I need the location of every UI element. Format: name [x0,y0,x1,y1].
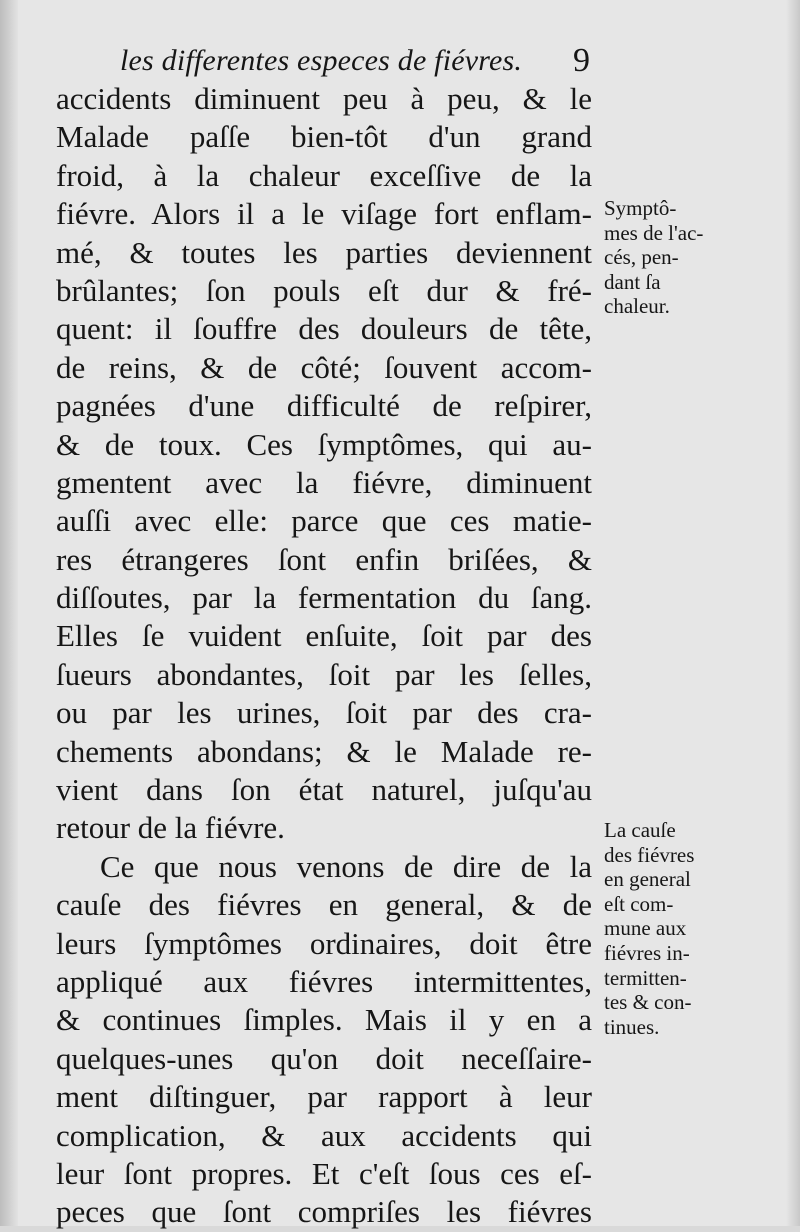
text-line: diſſoutes, par la fermentation du ſang. [56,580,592,616]
margin-note-line: chaleur. [604,294,670,319]
text-line: gmentent avec la fiévre, diminuent [56,464,592,500]
text-line: chements abondans; & le Malade re- [56,733,592,769]
text-line: leurs ſymptômes ordinaires, doit être [56,925,592,961]
text-line: ou par les urines, ſoit par des cra- [56,695,592,731]
text-line: pagnées d'une difficulté de reſpirer, [56,388,592,424]
text-line: accidents diminuent peu à peu, & le [56,81,592,116]
margin-note-line: tes & con- [604,990,692,1015]
margin-note-line: eſt com- [604,891,674,916]
page-number: 9 [573,42,590,79]
running-title: les differentes especes de fiévres. [120,44,523,77]
margin-note-line: dant ſa [604,269,661,294]
text-line: Malade paſſe bien-tôt d'un grand [56,119,592,155]
text-line: mé, & toutes les parties deviennent [56,234,592,270]
text-line: peces que ſont compriſes les fiévres [56,1194,592,1230]
text-line: retour de la fiévre. [56,810,285,846]
margin-note-line: mune aux [604,916,687,941]
margin-note-line: La cauſe [604,818,676,842]
margin-note-line: en general [604,867,691,892]
margin-note-line: fiévres in- [604,940,690,965]
paragraph-start-line: Ce que nous venons de dire de la [100,848,592,884]
text-line: ſueurs abondantes, ſoit par les ſelles, [56,656,592,692]
margin-note-line: mes de l'ac- [604,220,704,245]
margin-note-line: tinues. [604,1014,660,1039]
margin-note-line: cés, pen- [604,245,679,270]
margin-note-cause [604,818,736,1039]
margin-note-line: termitten- [604,965,687,990]
text-line: res étrangeres ſont enfin briſées, & [56,541,592,577]
text-line: & continues ſimples. Mais il y en a [56,1002,592,1038]
text-line: brûlantes; ſon pouls eſt dur & fré- [56,272,592,308]
margin-note-line: des fiévres [604,842,695,867]
text-line: de reins, & de côté; ſouvent accom- [56,349,592,385]
text-line: complication, & aux accidents qui [56,1117,592,1153]
margin-note-line: Symptô- [604,196,677,220]
text-line: & de toux. Ces ſymptômes, qui au- [56,426,592,462]
text-line: fiévre. Alors il a le viſage fort enflam- [56,196,592,232]
text-line: froid, à la chaleur exceſſive de la [56,157,592,193]
text-line: ment diſtinguer, par rapport à leur [56,1079,592,1115]
body-text [56,80,592,1232]
text-line: quent: il ſouffre des douleurs de tête, [56,311,592,347]
text-line: auſſi avec elle: parce que ces matie- [56,503,592,539]
text-line: quelques-unes qu'on doit neceſſaire- [56,1040,592,1076]
text-line: appliqué aux fiévres intermittentes, [56,963,592,999]
page-edge-left [0,0,18,1226]
text-line: vient dans ſon état naturel, juſqu'au [56,772,592,808]
margin-note-symptomes [604,196,736,319]
text-line: Elles ſe vuident enſuite, ſoit par des [56,618,592,654]
text-line: cauſe des fiévres en general, & de [56,887,592,923]
page-edge-right [786,0,800,1226]
text-line: leur ſont propres. Et c'eſt ſous ces eſ- [56,1155,592,1191]
